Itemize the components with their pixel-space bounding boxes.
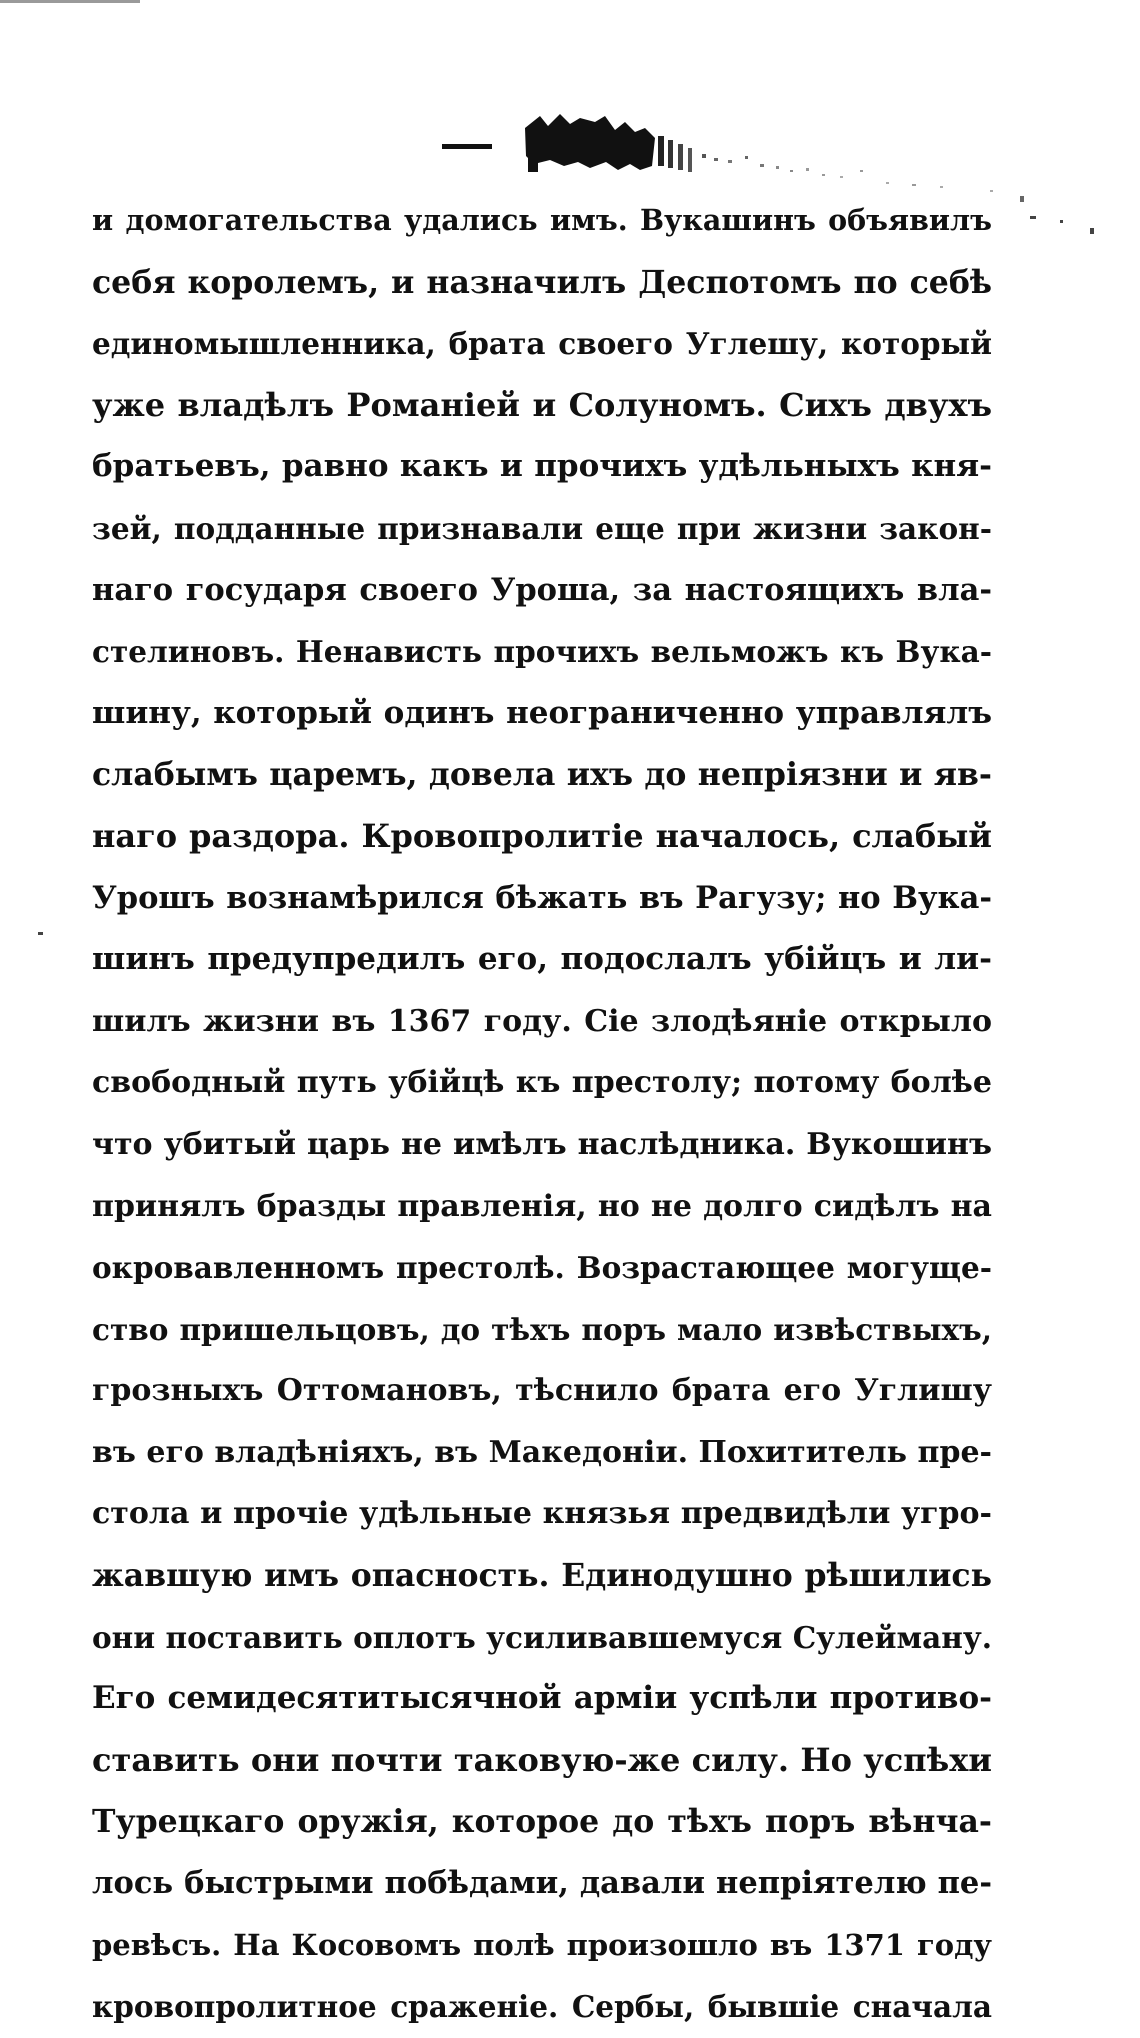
text-line: ставить они почти таковую-же силу. Но успѣхи [92, 1740, 992, 1779]
text-line: свободный путь убійцѣ къ престолу; потому болѣе [92, 1065, 992, 1101]
text-line: грозныхъ Оттомановъ, тѣснило брата его Углишу [92, 1373, 992, 1409]
text-line: жавшую имъ опасность. Единодушно рѣшились [92, 1557, 992, 1595]
text-line: Его семидесятитысячной арміи успѣли противо- [92, 1680, 992, 1717]
text-line: окровавленномъ престолѣ. Возрастающее могуще- [92, 1250, 992, 1286]
text-line: себя королемъ, и назначилъ Деспотомъ по себѣ [92, 263, 992, 301]
text-line: наго государя своего Уроша, за настоящихъ вла- [92, 571, 992, 608]
ink-speck [38, 932, 43, 935]
text-line: уже владѣлъ Романіей и Солуномъ. Сихъ двухъ [92, 385, 992, 424]
text-line: Турецкаго оружія, которое до тѣхъ поръ вѣнча- [92, 1803, 992, 1841]
text-line: ревѣсъ. На Косовомъ полѣ произошло въ 1371 году [92, 1927, 992, 1962]
top-edge-rule [0, 0, 140, 3]
text-line: слабымъ царемъ, довела ихъ до непріязни и яв- [92, 756, 992, 794]
text-line: зей, подданные признавали еще при жизни закон- [92, 510, 992, 546]
text-line: шину, который одинъ неограниченно управлялъ [92, 694, 992, 731]
text-line: Урошъ вознамѣрился бѣжать въ Рагузу; но Вука- [92, 879, 992, 916]
text-line: и домогательства удались имъ. Вукашинъ объявилъ [92, 203, 992, 237]
text-line: братьевъ, равно какъ и прочихъ удѣльныхъ кня- [92, 448, 992, 485]
text-line: они поставить оплотъ усиливавшемуся Сулейману. [92, 1619, 992, 1655]
body-text [92, 190, 992, 2038]
text-line: шилъ жизни въ 1367 году. Сіе злодѣяніе открыло [92, 1003, 992, 1039]
text-line: въ его владѣніяхъ, въ Македоніи. Похититель пре- [92, 1434, 992, 1470]
text-line: единомышленника, брата своего Углешу, который [92, 326, 992, 362]
text-line: что убитый царь не имѣлъ наслѣдника. Вукошинъ [92, 1126, 992, 1162]
text-line: стелиновъ. Ненависть прочихъ вельможъ къ Вука- [92, 634, 992, 670]
text-line: стола и прочіе удѣльные князья предвидѣли угро- [92, 1496, 992, 1532]
text-line: ство пришельцовъ, до тѣхъ поръ мало извѣствыхъ, [92, 1311, 992, 1347]
text-line: принялъ бразды правленія, но не долго сидѣлъ на [92, 1188, 992, 1224]
text-line: наго раздора. Кровопролитіе началось, слабый [92, 816, 992, 855]
text-line: шинъ предупредилъ его, подослалъ убійцъ и ли- [92, 941, 992, 978]
ink-speck [1030, 216, 1036, 219]
text-line: кровопролитное сраженіе. Сербы, бывшіе сначала [92, 1989, 992, 2025]
ink-speck [1060, 220, 1063, 223]
ink-speck [1090, 228, 1094, 234]
text-line: лось быстрыми побѣдами, давали непріятелю пе- [92, 1865, 992, 1902]
